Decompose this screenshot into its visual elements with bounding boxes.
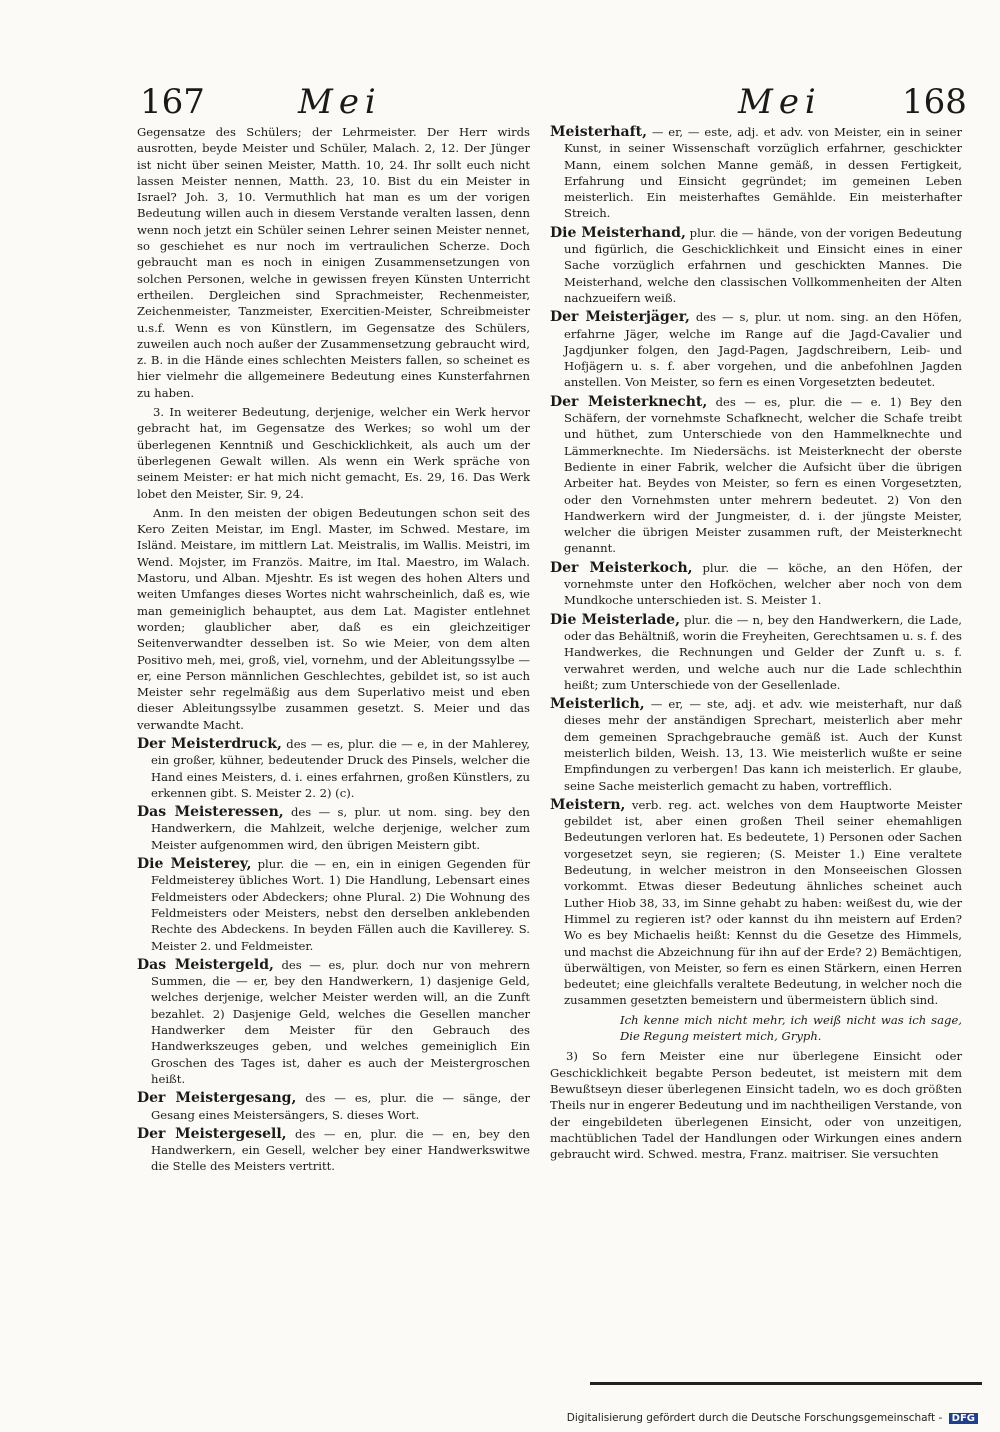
entry-lemma: Der Meistergesell, bbox=[137, 1125, 287, 1142]
dictionary-entry bbox=[550, 1048, 962, 1162]
dictionary-entry bbox=[550, 797, 962, 1009]
entry-text: des — es, plur. die — e, in der Mahlerey, ein großer, kühner, bedeutender Druck des Pinsels, welcher die Hand eines Meisters, d. i. eines erfahrnen, großen Künstlers, zu erkennen gibt. S. Meister 2. 2) (c). bbox=[151, 736, 530, 800]
dictionary-entry bbox=[550, 309, 962, 390]
entry-text: — er, — ste, adj. et adv. wie meisterhaft, nur daß dieses mehr der anständigen Sprechart, meisterlich aber mehr dem gemeinen Sprachgebrauche gemäß ist. Auch der Kunst meisterlich bilden, Weish. 13, 13. Wie meisterlich wußte er seine Empfindungen zu verbergen! Das kann ich meisterlich. Er glaube, seine Sache meisterlich gemacht zu haben, vortrefflich. bbox=[564, 697, 962, 793]
dictionary-entry bbox=[137, 856, 530, 954]
dictionary-entry bbox=[137, 404, 530, 502]
running-head-left: Mei bbox=[298, 82, 382, 122]
entry-text: des — es, plur. doch nur von mehrern Summen, die — er, bey den Handwerkern, 1) dasjenige Geld, welches derjenige, welcher Meister werden will, an die Zunft bezahlet. 2) Dasjenige Geld, welches die Gesellen mancher Handwerker dem Meister für den Gebrauch des Handwerkszeuges geben, und welches gemeiniglich Ein Groschen des Tages ist, daher es auch der Meistergroschen heißt. bbox=[151, 957, 530, 1086]
dictionary-entry bbox=[550, 394, 962, 557]
running-head-right: Mei bbox=[738, 82, 822, 122]
entry-text: des — s, plur. ut nom. sing. bey den Handwerkern, die Mahlzeit, welche derjenige, welcher zum Meister aufgenommen wird, den übrigen Meistern gibt. bbox=[151, 805, 531, 852]
entry-text: Anm. In den meisten der obigen Bedeutungen schon seit des Kero Zeiten Meistar, im Engl. Master, im Schwed. Mestare, im Isländ. Meistare, im mittlern Lat. Meistralis, im Wallis. Meistri, im Wend. Mojster, im Französ. Maitre, im Ital. Maestro, im Walach. Mastoru, und Alban. Mjeshtr. Es ist wegen des hohen Alters und weiten Umfanges dieses Wortes nicht wahrscheinlich, daß es, wie man gemeiniglich behauptet, aus dem Lat. Magister entlehnet worden; glaublicher aber, daß es ein gleichzeitiger Seitenverwandter desselben ist. So wie Meier, von dem alten Positivo meh, mei, groß, viel, vornehm, und der Ableitungssylbe — er, eine Person männlichen Geschlechtes, gebildet ist, so ist auch Meister sehr regelmäßig aus dem Superlativo meist und eben dieser Ableitungssylbe zusammen gesetzt. S. Meier und das verwandte Macht. bbox=[137, 505, 530, 732]
entry-text: des — en, plur. die — en, bey den Handwerkern, ein Gesell, welcher bey einer Handwerkswitwe die Stelle des Meisters vertritt. bbox=[151, 1126, 530, 1174]
entry-lemma: Die Meisterlade, bbox=[550, 611, 680, 628]
footer-rule bbox=[590, 1382, 982, 1385]
entry-text: plur. die — hände, von der vorigen Bedeutung und figürlich, die Geschicklichkeit und Einsicht eines in einer Sache vorzüglich erfahrnen und geschickten Mannes. Die Meisterhand, welche den classischen Vollkommenheiten der Alten nachzueifern weiß. bbox=[564, 225, 962, 305]
entry-text: plur. die — köche, an den Höfen, der vornehmste unter den Hofköchen, welcher aber noch von dem Mundkoche unterschieden ist. S. Meister 1. bbox=[564, 560, 962, 608]
entry-lemma: Die Meisterey, bbox=[137, 856, 252, 873]
entry-text: des — es, plur. die — e. 1) Bey den Schäfern, der vornehmste Schafknecht, welcher die Schafe treibt und hüthet, zum Unterschiede von den Hammelknechte und Lämmerknechte. Im Niedersächs. ist Meisterknecht der oberste Bediente in einer Fabrik, welcher die Aufsicht über die übrigen Arbeiter hat. Beydes von Meister, so fern es einen Vorgesetzten, oder den Vornehmsten unter mehrern bedeutet. 2) Von den Handwerkern wird der Jungmeister, d. i. der jüngste Meister, welcher die übrigen Meister zusammen ruft, der Meisterknecht genannt. bbox=[564, 394, 962, 556]
dictionary-entry bbox=[137, 124, 530, 401]
dictionary-entry bbox=[137, 736, 530, 801]
entry-text: des — s, plur. ut nom. sing. an den Höfen, erfahrne Jäger, welche im Range auf die Jagd-Cavalier und Jagdjunker folgen, den Jagd-Pagen, Jagdschreibern, Leib- und Hofjägern u. s. f. aber vorgehen, und die anbefohlnen Jagden anstellen. Von Meister, so fern es einen Vorgesetzten bedeutet. bbox=[564, 310, 962, 390]
footer-credit bbox=[567, 1412, 978, 1424]
entry-lemma: Meisterlich, bbox=[550, 696, 645, 713]
entry-text: Ich kenne mich nicht mehr, ich weiß nicht was ich sage, Die Regung meistert mich, Gryph. bbox=[620, 1012, 962, 1044]
entry-text: verb. reg. act. welches von dem Hauptworte Meister gebildet ist, aber einen großen Theil seiner ehemahligen Bedeutungen verloren hat. Es bedeutete, 1) Personen oder Sachen vorgesetzet seyn, sie regieren; (S. Meister 1.) Eine veraltete Bedeutung, in welcher meistron in den Monseeischen Glossen vorkommt. Etwas dieser Bedeutung ähnliches scheinet auch Luther Hiob 38, 33, im Sinne gehabt zu haben: weißest du, wie der Himmel zu regieren ist? oder kannst du ihn meistern auf Erden? Wo es bey Michaelis heißt: Kennst du die Gesetze des Himmels, und machst die Abzeichnung für ihn auf der Erde? 2) Bemächtigen, überwältigen, von Meister, so fern es einen Stärkern, einen Herren bedeutet; eine gleichfalls veraltete Bedeutung, in welcher noch die zusammen gesetzten bemeistern und übermeistern üblich sind. bbox=[564, 797, 962, 1008]
page-number-right: 168 bbox=[902, 82, 967, 122]
entry-text: plur. die — n, bey den Handwerkern, die Lade, oder das Behältniß, worin die Freyheiten, Gerechtsamen u. s. f. des Handwerkes, die Rechnungen und Gelder der Zunft u. s. f. verwahret werden, und welche auch nur die Lade schlechthin heißt; zum Unterschiede von der Gesellenlade. bbox=[564, 612, 962, 692]
left-column bbox=[137, 124, 530, 1178]
dictionary-entry bbox=[550, 612, 962, 693]
dictionary-entry bbox=[137, 505, 530, 733]
entry-text: plur. die — en, ein in einigen Gegenden für Feldmeisterey übliches Wort. 1) Die Handlung, Lebensart eines Feldmeisters oder Abdeckers; ohne Plural. 2) Die Wohnung des Feldmeisters oder Meisters, nebst den derselben anklebenden Rechte des Abdeckens. In beyden Fällen auch die Kavillerey. S. Meister 2. und Feldmeister. bbox=[151, 857, 530, 953]
entry-text: — er, — este, adj. et adv. von Meister, ein in seiner Kunst, in seiner Wissenschaft vorzüglich erfahrner, geschickter Mann, einem solchen Manne gemäß, in dessen Fertigkeit, Erfahrung und Einsicht gegründet; im gemeinen Leben meisterlich. Ein meisterhaftes Gemählde. Ein meisterhafter Streich. bbox=[564, 125, 962, 221]
entry-lemma: Der Meisterdruck, bbox=[137, 735, 282, 752]
entry-text: Gegensatze des Schülers; der Lehrmeister. Der Herr wirds ausrotten, beyde Meister und Schüler, Malach. 2, 12. Der Jünger ist nicht über seinen Meister, Matth. 10, 24. Ihr sollt euch nicht lassen Meister nennen, Matth. 23, 10. Bist du ein Meister in Israel? Joh. 3, 10. Vermuthlich hat man es um der vorigen Bedeutung willen auch in diesem Verstande veralten lassen, denn wenn noch jetzt ein Schüler seinen Lehrer seinen Meister nennet, so geschiehet es nur noch im vertraulichen Scherze. Doch gebraucht man es noch in einigen Zusammensetzungen von solchen Personen, welche in gewissen freyen Künsten Unterricht ertheilen. Dergleichen sind Sprachmeister, Rechenmeister, Zeichenmeister, Tanzmeister, Exercitien-Meister, Schreibmeister u.s.f. Wenn es von Künstlern, im Gegensatze des Schülers, zuweilen auch noch außer der Zusammensetzung gebraucht wird, z. B. in die Hände eines schlechten Meisters fallen, so scheinet es hier vielmehr die allgemeinere Bedeutung eines Kunsterfahrnen zu haben. bbox=[137, 125, 530, 400]
dictionary-entry bbox=[137, 957, 530, 1087]
dictionary-entry bbox=[550, 225, 962, 306]
entry-text: 3) So fern Meister eine nur überlegene Einsicht oder Geschicklichkeit begabte Person bedeutet, ist meistern mit dem Bewußtseyn dieser überlegenen Einsicht tadeln, wo es doch größten Theils nur in engerer Bedeutung und im nachtheiligen Verstande, von der eingebildeten überlegenen Einsicht, oder von unzeitigen, machtüblichen Tadel der Handlungen oder Wirkungen eines andern gebraucht wird. Schwed. mestra, Franz. maitriser. Sie versuchten bbox=[550, 1049, 962, 1162]
page-number-left: 167 bbox=[140, 82, 205, 122]
entry-text: des — es, plur. die — sänge, der Gesang eines Meistersängers, S. dieses Wort. bbox=[151, 1091, 530, 1122]
entry-lemma: Der Meisterknecht, bbox=[550, 393, 708, 410]
entry-lemma: Der Meistergesang, bbox=[137, 1090, 297, 1107]
entry-lemma: Der Meisterjäger, bbox=[550, 309, 690, 326]
dictionary-entry bbox=[550, 124, 962, 222]
dictionary-entry bbox=[137, 1126, 530, 1175]
entry-lemma: Die Meisterhand, bbox=[550, 224, 686, 241]
dictionary-entry bbox=[137, 1090, 530, 1123]
entry-lemma: Meistern, bbox=[550, 796, 626, 813]
footer-credit-text: Digitalisierung gefördert durch die Deutsche Forschungsgemeinschaft - bbox=[566, 1412, 943, 1424]
dictionary-entry bbox=[137, 804, 530, 853]
entry-lemma: Das Meistergeld, bbox=[137, 956, 274, 973]
dictionary-entry bbox=[550, 560, 962, 609]
entry-lemma: Der Meisterkoch, bbox=[550, 559, 693, 576]
dictionary-entry bbox=[550, 696, 962, 794]
entry-lemma: Das Meisteressen, bbox=[137, 804, 284, 821]
entry-text: 3. In weiterer Bedeutung, derjenige, welcher ein Werk hervor gebracht hat, im Gegensatze des Werkes; so wohl um der überlegenen Kenntniß und Geschicklichkeit, als auch um der überlegenen Gewalt willen. Als wenn ein Werk spräche von seinem Meister: er hat mich nicht gemacht, Es. 29, 16. Das Werk lobet den Meister, Sir. 9, 24. bbox=[137, 405, 530, 501]
dfg-logo-icon: DFG bbox=[949, 1413, 978, 1424]
right-column bbox=[550, 124, 962, 1165]
entry-lemma: Meisterhaft, bbox=[550, 124, 647, 140]
dictionary-entry bbox=[550, 1012, 962, 1045]
